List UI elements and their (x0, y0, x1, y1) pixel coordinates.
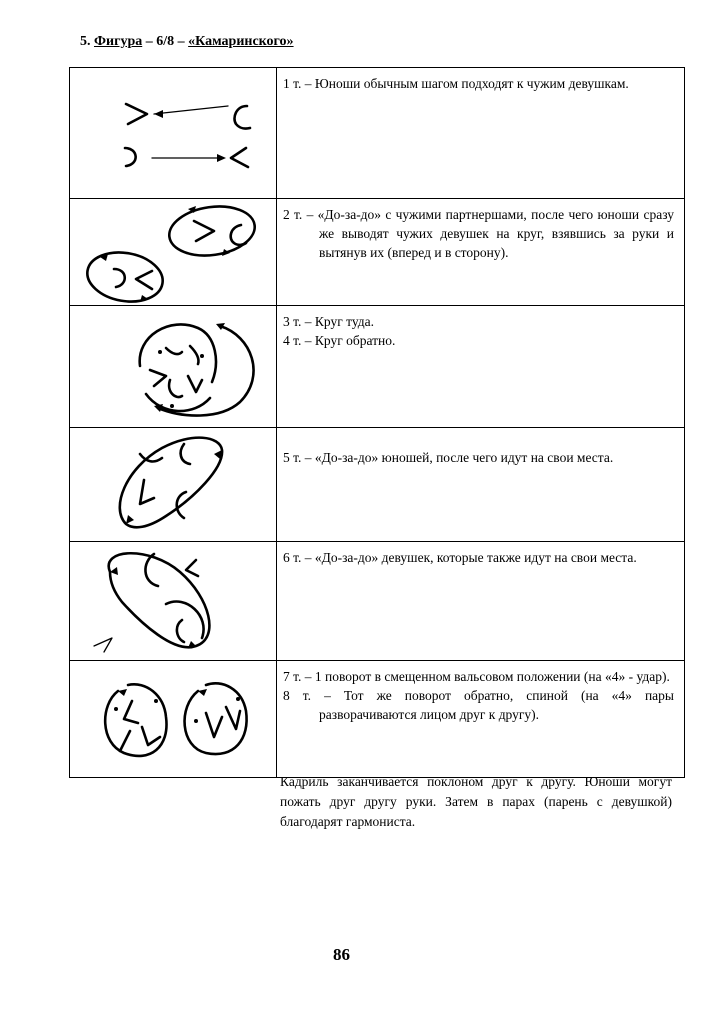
figure-table (69, 67, 685, 778)
arrow-head-icon (217, 154, 226, 162)
step-5-text: 5 т. – «До-за-до» юношей, после чего идут на свои места. (283, 450, 614, 465)
step-6-text: 6 т. – «До-за-до» девушек, которые также идут на свои места. (283, 550, 637, 565)
boy-marker-icon (126, 104, 147, 124)
step-text-cell (277, 661, 685, 778)
step-text-cell (277, 428, 685, 542)
diagram-cell (70, 661, 277, 778)
step-text-cell (277, 542, 685, 661)
girls-do-sa-do-diagram (70, 542, 276, 660)
step-text-cell (277, 199, 685, 306)
table-row (70, 199, 685, 306)
heading-separator: – (174, 34, 189, 49)
table-row (70, 661, 685, 778)
step-8-text: 8 т. – Тот же поворот обратно, спиной (на «4» пары разворачиваются лицом друг к другу). (283, 688, 674, 722)
diagram-cell (70, 306, 277, 428)
diagram-cell (70, 68, 277, 199)
heading-separator: – (142, 34, 157, 49)
boys-do-sa-do-diagram (70, 428, 276, 541)
step-1-text: 1 т. – Юноши обычным шагом подходят к чужим девушкам. (283, 76, 629, 91)
diagram-cell (70, 428, 277, 542)
heading-meter: 6/8 (156, 34, 175, 49)
table-row (70, 306, 685, 428)
girl-marker-icon (231, 225, 246, 245)
table-row (70, 428, 685, 542)
step-text-cell (277, 306, 685, 428)
heading-number: 5. (80, 34, 91, 49)
boy-marker-icon (94, 638, 112, 652)
girl-marker-icon (114, 269, 125, 287)
step-7-text: 7 т. – 1 поворот в смещенном вальсовом положении (на «4» - удар). (283, 669, 670, 684)
do-sa-do-diagram (70, 199, 276, 305)
heading-title: «Камаринского» (188, 34, 294, 49)
step-text-cell (277, 68, 685, 199)
girl-marker-icon (234, 106, 250, 129)
diagram-cell (70, 542, 277, 661)
step-3-text: 3 т. – Круг туда. (283, 314, 374, 329)
heading-figure-word: Фигура (94, 34, 143, 49)
waltz-turn-diagram (70, 661, 276, 777)
approach-diagram (70, 68, 276, 198)
circle-diagram (70, 306, 276, 427)
boy-marker-icon (194, 221, 214, 241)
diagram-cell (70, 199, 277, 306)
closing-paragraph: Кадриль заканчивается поклоном друг к другу. Юноши могут пожать друг другу руки. Затем в парах (парень с девушкой) благодарят гармониста. (280, 774, 672, 829)
page-number: 86 (333, 945, 350, 964)
step-2-text: 2 т. – «До-за-до» с чужими партнершами, после чего юноши сразу же выводят чужих девушек на круг, взявшись за руки и вытянув их (вперед и в сторону). (283, 207, 674, 260)
arrow-head-icon (154, 110, 163, 118)
table-row (70, 68, 685, 199)
step-4-text: 4 т. – Круг обратно. (283, 333, 396, 348)
boy-marker-icon (136, 271, 152, 289)
boy-marker-icon (231, 148, 248, 167)
girl-marker-icon (125, 148, 136, 166)
table-row (70, 542, 685, 661)
figure-heading (80, 34, 294, 50)
